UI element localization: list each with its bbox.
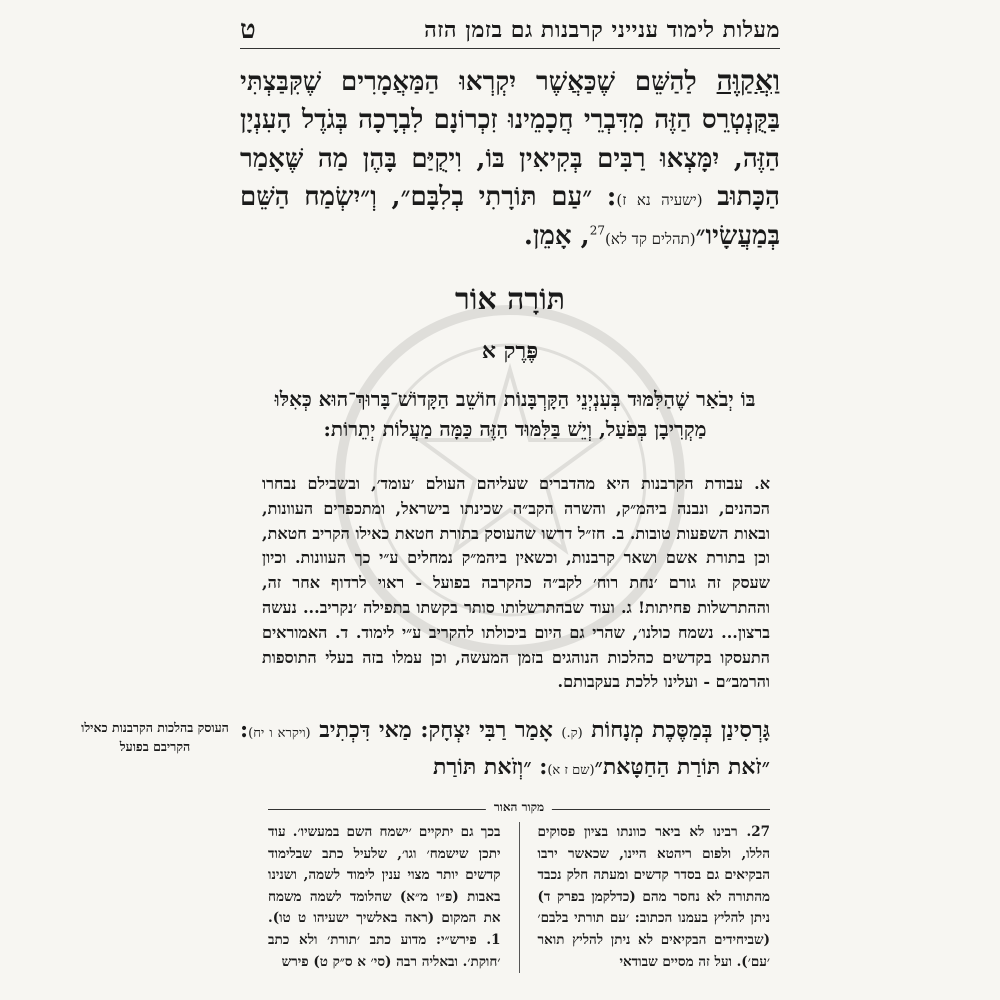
intro-text-2: : ״עַם תּוֹרָתִי בְלִבָּם״, וְ״יִשְׂמַח הַשֵּׁם בְּמַעֲשָׂיו״ (240, 182, 780, 251)
intro-ref-2: (תהלים קד לא) (604, 229, 696, 248)
gemara-text-3: : ״זֹאת תּוֹרַת הַחַטָּאת״ (240, 717, 770, 781)
running-header (240, 12, 780, 49)
footnote-text-right: 27. רבינו לא ביאר כוונתו בציון פסוקים הללו, ולפום ריהטא היינו, שכאשר ירבו הבקיאים גם בסדר קדשים ומעתה חלק נכבד מהתורה לא נחסר מהם (כדלקמן בפרק ד) ניתן להליץ בעמנו הכתוב: ׳עם תורתי בלבם׳ (שביחידים הבקיאים לא ניתן להליץ תואר ׳עם׳). ועל זה מסיים שבודאי (537, 824, 770, 970)
margin-note: העוסק בהלכות הקרבנות כאילו הקריבם בפועל (81, 720, 229, 755)
footnote-column-left (268, 822, 501, 973)
intro-ref-1: (ישעיה נא ז) (616, 191, 703, 210)
footnote-text-left: בכך גם יתקיים ׳ישמח השם במעשיו׳. עוד יתכן שישמח׳ וגו׳, שלעיל כתב שבלימוד קדשים יותר מצוי ענין לימוד לשמה, ושנינו באבות (פ״ו מ״א) שהלומד לשמה משמח את המקום (ראה באלשיך ישעיהו ט טו). 1. פירש״י: מדוע כתב ׳תורת׳ ולא כתב ׳חוקת׳. ובאליה רבה (סי׳ א ס״ק ט) פירש (268, 824, 501, 970)
column-separator (519, 822, 520, 973)
page-number: ט (240, 15, 256, 45)
gemara-text-4: : ״וְזֹאת תּוֹרַת (432, 754, 548, 781)
chapter-summary: בּוֹ יְבֹאַר שֶׁהַלִּמּוּד בְּעִנְיְנֵי הַקָּרְבָּנוֹת חוֹשֵׁב הַקָּדוֹשׁ־בָּרוּךְ־הוּא כְּאִלּוּ מַקְרִיבָן בְּפֹעַל, וְיֵשׁ בַּלִּמּוּד הַזֶּה כַּמָּה מַעֲלוֹת יְתֵרוֹת: (274, 387, 756, 441)
intro-opening-word: וַאֲקַוֶּה (716, 64, 780, 97)
gemara-text-1: גָּרְסִינַן בְּמַסֶּכֶת מְנָחוֹת (582, 717, 771, 743)
notes-divider (268, 802, 770, 816)
gemara-ref-1: (ק.) (561, 726, 583, 741)
footnote-column-right (538, 822, 771, 973)
gemara-ref-2: (ויקרא ו יח) (248, 726, 311, 741)
gemara-text (240, 712, 770, 787)
chapter-title: פֶּרֶק א (481, 338, 539, 364)
running-title: מעלות לימוד ענייני קרבנות גם בזמן הזה (424, 17, 780, 43)
intro-text-1: לַהַשֵּׁם שֶׁכַּאֲשֶׁר יִקְרְאוּ הַמַּאֲמָרִים שֶׁקִּבַּצְתִּי בַּקֻּנְטְרֵס הַזֶּה מִדִּבְרֵי חֲכָמֵינוּ זִכְרוֹנָם לִבְרָכָה בְּגֹדֶל הָעִנְיָן הַזֶּה, יִמָּצְאוּ רַבִּים בְּקִיאִין בּוֹ, וִיקֻיַּם בָּהֶן מַה שֶּׁאָמַר הַכָּתוּב (240, 67, 780, 213)
footnote-mark[interactable]: 27 (589, 223, 605, 238)
section-title: תּוֹרָה אוֹר (454, 282, 566, 317)
gemara-text-2: אָמַר רַבִּי יִצְחָק: מַאי דִּכְתִיב (310, 717, 562, 743)
intro-text-3: , אָמֵן. (523, 220, 590, 251)
notes-title: מקור האור (486, 800, 552, 815)
footnotes (268, 822, 770, 973)
chapter-points: א. עבודת הקרבנות היא מהדברים שעליהם העולם ׳עומד׳, ובשבילם נבחרו הכהנים, ונבנה ביהמ״ק, והשרה הקב״ה שכינתו בישראל, ומתכפרים העוונות, ובאות השפעות טובות. ב. חז״ל דרשו שהעוסק בתורת חטאת כאילו הקריב חטאת, וכן בתורת אשם ושאר קרבנות, וכשאין ביהמ״ק נמחלים ע״י כך העוונות. וכיון שעסק זה גורם ׳נחת רוח׳ לקב״ה כהקרבה בפועל - ראוי לרדוף אחר זה, וההתרשלות פחיתות! ג. ועוד שבהתרשלותו סותר בקשתו בתפילה ׳נקריב... נעשה ברצון... נשמח כולנו׳, שהרי גם היום ביכולתו להקריב ע״י לימוד. ד. האמוראים התעסקו בקדשים כהלכות הנוהגים בזמן המעשה, וכן עמלו בזה בעלי התוספות והרמב״ם - ועלינו ללכת בעקבותם. (262, 474, 770, 692)
gemara-ref-3: (שם ז א) (547, 763, 595, 779)
intro-paragraph (240, 60, 780, 255)
